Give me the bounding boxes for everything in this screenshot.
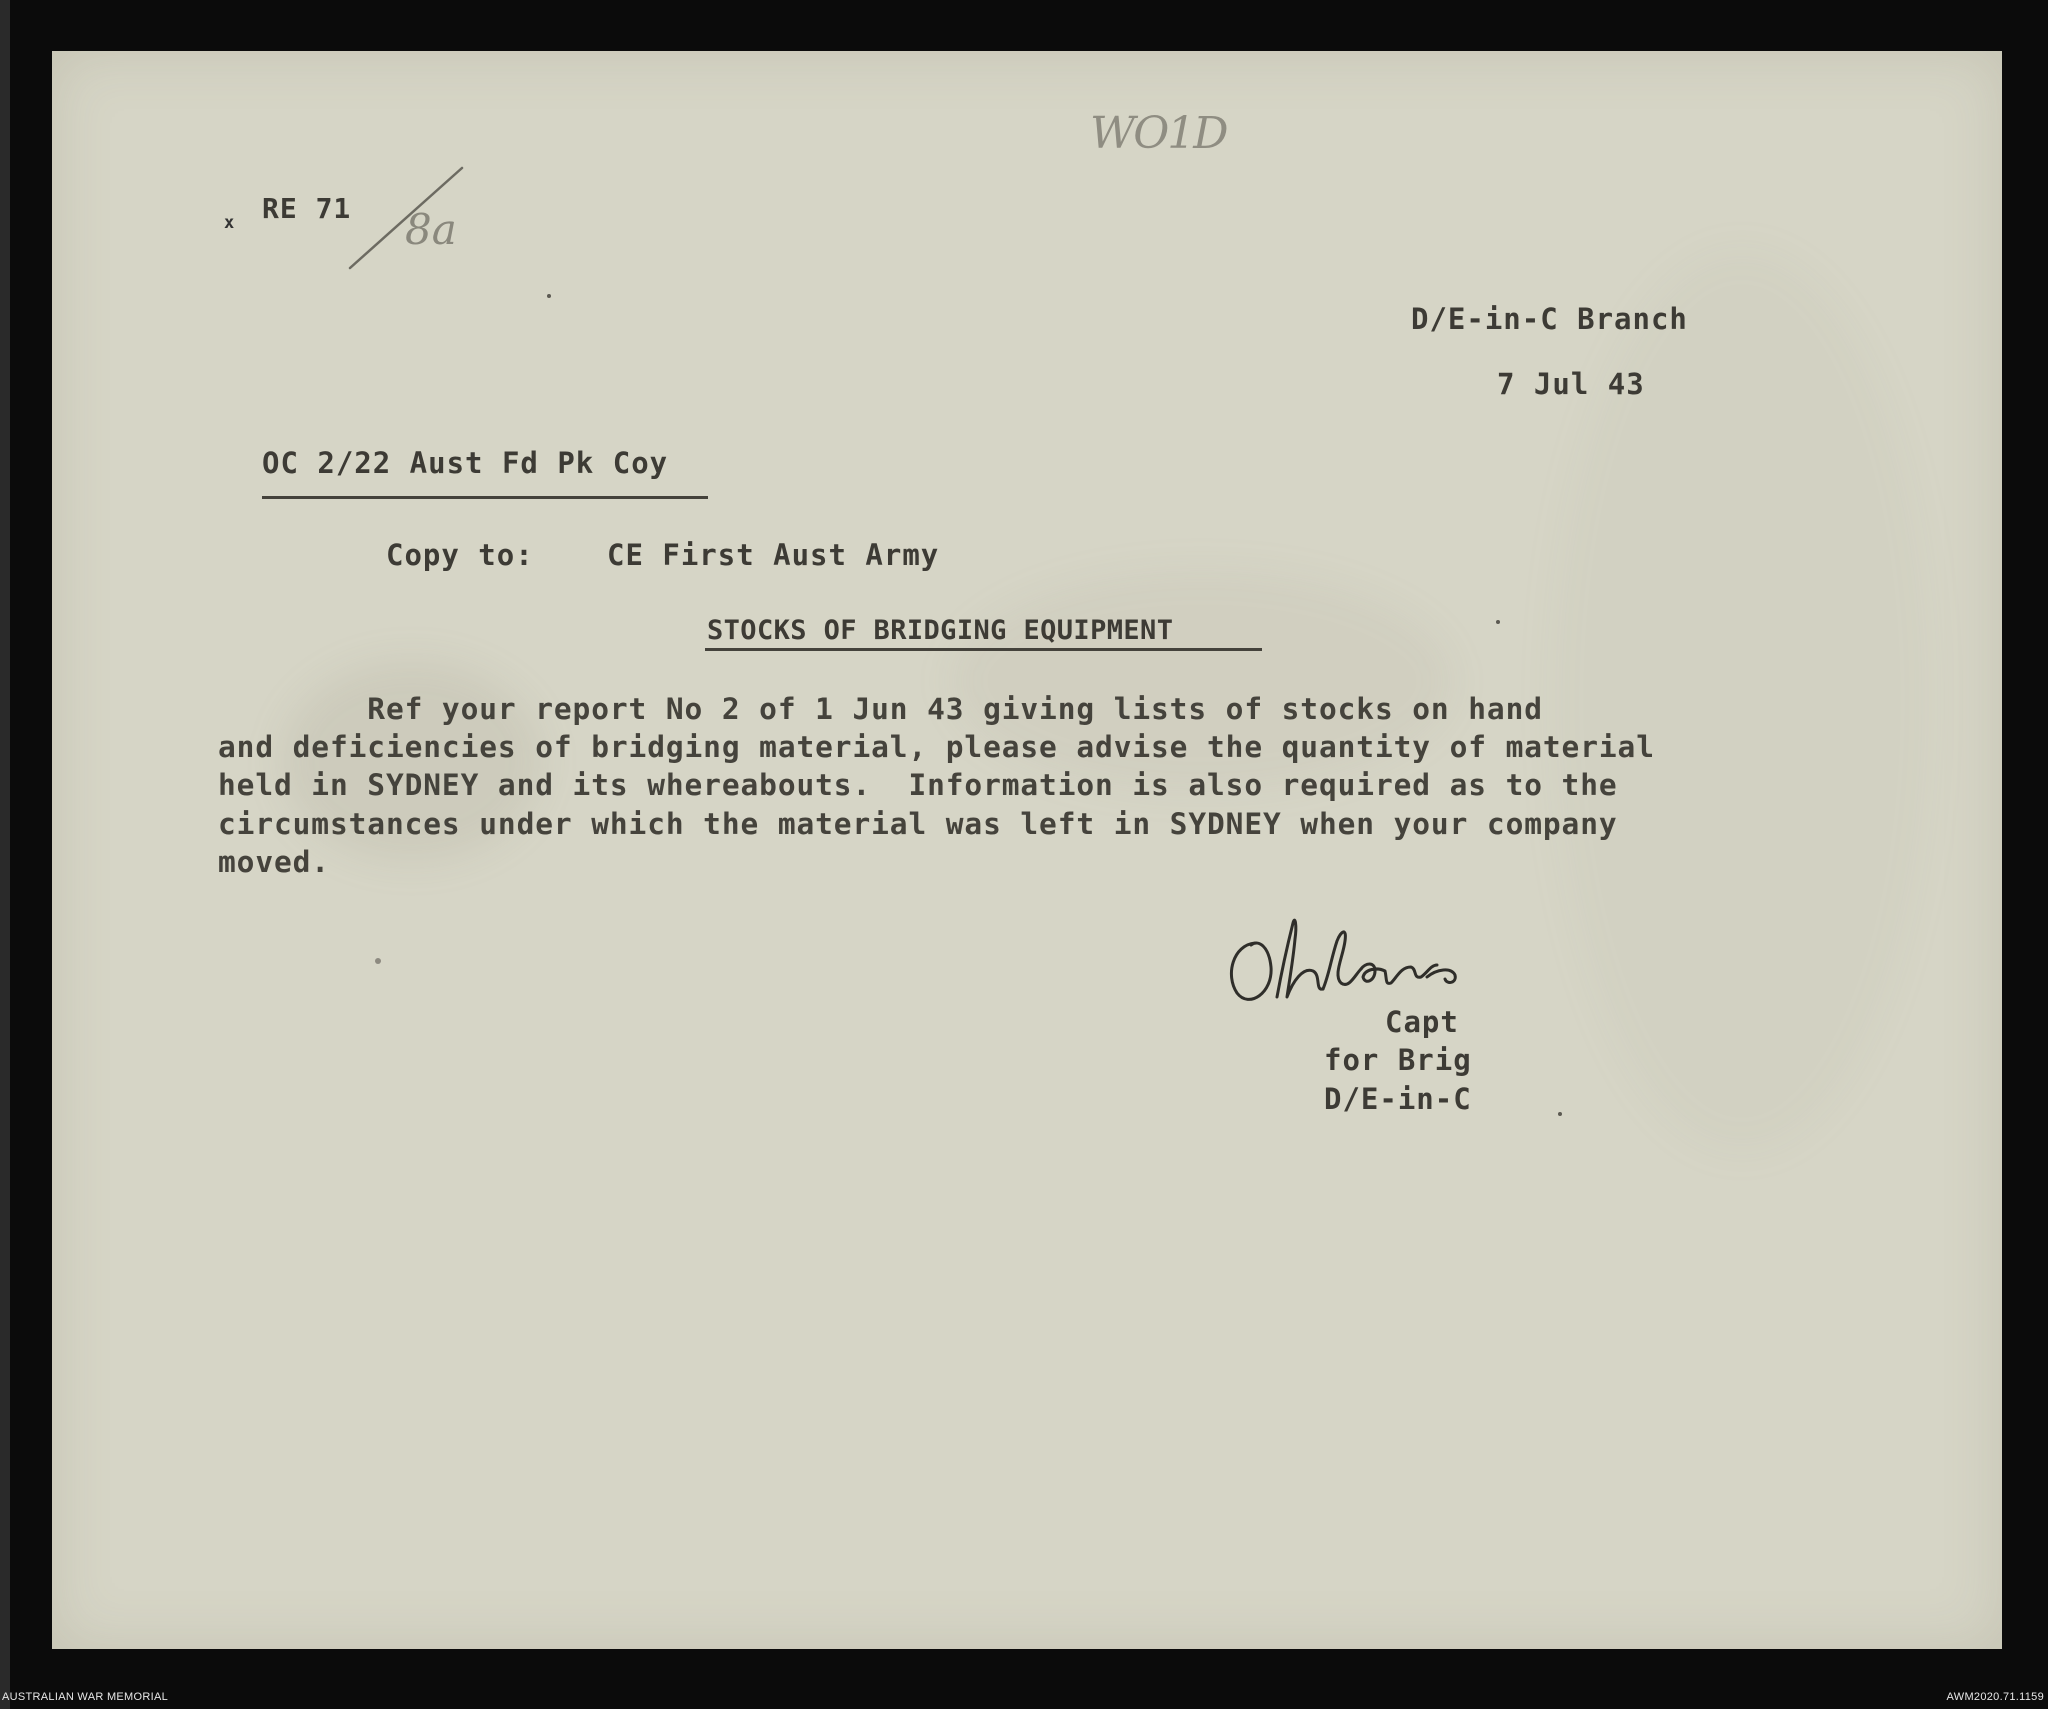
document-paper (52, 51, 2002, 1649)
body-line-4: circumstances under which the material was left in SYDNEY when your company (218, 807, 1618, 841)
footer-accession-number: AWM2020.71.1159 (1946, 1691, 2044, 1703)
copy-to-label: Copy to: (386, 538, 534, 572)
signatory-rank: Capt (1385, 1005, 1459, 1039)
addressee: OC 2/22 Aust Fd Pk Coy (262, 446, 669, 480)
file-reference: RE 71 (262, 192, 352, 225)
signatory-appointment: D/E-in-C (1324, 1082, 1472, 1116)
footer-institution: AUSTRALIAN WAR MEMORIAL (2, 1691, 169, 1703)
addressee-underline (262, 496, 708, 499)
paper-speck (375, 958, 381, 964)
handwritten-signature (1215, 905, 1505, 1015)
body-line-5: moved. (218, 845, 330, 879)
paper-speck (1496, 620, 1500, 624)
body-line-1: Ref your report No 2 of 1 Jun 43 giving lists of stocks on hand (218, 692, 1543, 726)
subject-underline (705, 648, 1262, 651)
body-line-3: held in SYDNEY and its whereabouts. Information is also required as to the (218, 768, 1618, 802)
sender-branch: D/E-in-C Branch (1411, 302, 1688, 336)
cross-mark: x (224, 213, 236, 233)
scan-edge (0, 0, 10, 1709)
body-line-2: and deficiencies of bridging material, please advise the quantity of material (218, 730, 1655, 764)
subject-heading: STOCKS OF BRIDGING EQUIPMENT (707, 615, 1174, 646)
file-ref-annotation: 8a (405, 205, 457, 254)
paper-speck (1558, 1112, 1562, 1116)
letter-date: 7 Jul 43 (1497, 367, 1645, 401)
signatory-for-line: for Brig (1324, 1043, 1472, 1077)
paper-speck (547, 294, 551, 298)
copy-to-value: CE First Aust Army (607, 538, 940, 572)
pencil-note: WO1D (1090, 108, 1227, 159)
